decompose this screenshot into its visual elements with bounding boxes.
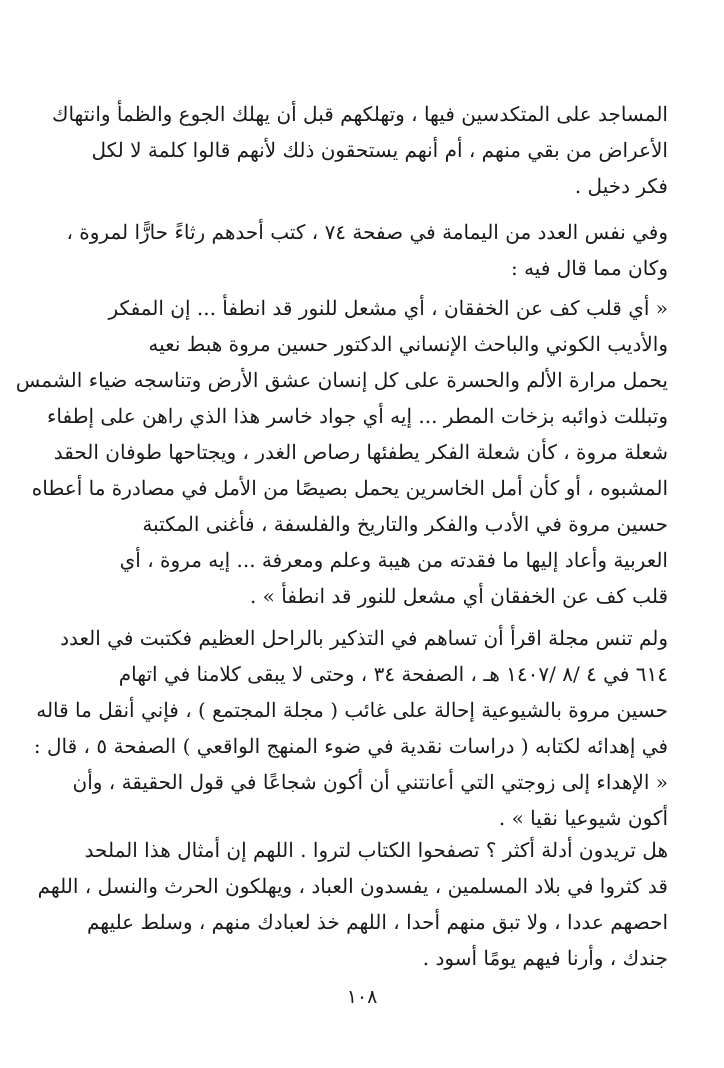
text-line: يحمل مرارة الألم والحسرة على كل إنسان عشق الأرض وتناسجه ضياء الشمس <box>15 368 668 392</box>
paragraph-2 <box>62 214 668 286</box>
text-line: « أي قلب كف عن الخفقان ، أي مشعل للنور قد انطفأ ... إن المفكر <box>108 296 668 320</box>
text-line: وكان مما قال فيه : <box>510 256 668 280</box>
text-line: في إهدائه لكتابه ( دراسات نقدية في ضوء المنهج الواقعي ) الصفحة ٥ ، قال : <box>33 734 668 758</box>
text-line: وتبللت ذوائبه بزخات المطر ... إيه أي جواد خاسر هذا الذي راهن على إطفاء <box>46 404 668 428</box>
text-line: العربية وأعاد إليها ما فقدته من هيبة وعلم ومعرفة ... إيه مروة ، أي <box>119 548 668 572</box>
text-line: حسين مروة في الأدب والفكر والتاريخ والفلسفة ، فأغنى المكتبة <box>142 512 668 536</box>
paragraph-5 <box>37 832 668 976</box>
text-line: الأعراض من بقي منهم ، أم أنهم يستحقون ذلك لأنهم قالوا كلمة لا لكل <box>91 138 668 162</box>
text-line: قلب كف عن الخفقان أي مشعل للنور قد انطفأ » . <box>249 584 668 608</box>
text-line: وفي نفس العدد من اليمامة في صفحة ٧٤ ، كتب أحدهم رثاءً حارًّا لمروة ، <box>66 220 668 244</box>
quoted-paragraph <box>15 290 668 614</box>
text-line: والأديب الكوني والباحث الإنساني الدكتور حسين مروة هبط نعيه <box>148 332 668 356</box>
text-line: شعلة مروة ، كأن شعلة الفكر يطفئها رصاص الغدر ، ويجتاحها طوفان الحقد <box>53 440 668 464</box>
text-line: « الإهداء إلى زوجتي التي أعانتني أن أكون شجاعًا في قول الحقيقة ، وأن <box>72 770 668 794</box>
text-line: احصهم عددا ، ولا تبق منهم أحدا ، اللهم خذ لعبادك منهم ، وسلط عليهم <box>87 910 668 934</box>
text-line: ٦١٤ في ٤ /٨ /١٤٠٧ هـ ، الصفحة ٣٤ ، وحتى لا يبقى كلامنا في اتهام <box>118 662 668 686</box>
text-line: هل تريدون أدلة أكثر ؟ تصفحوا الكتاب لتروا . اللهم إن أمثال هذا الملحد <box>84 838 668 862</box>
paragraph-1 <box>51 96 668 204</box>
page-number: ١٠٨ <box>346 986 378 1008</box>
text-line: ولم تنس مجلة اقرأ أن تساهم في التذكير بالراحل العظيم فكتبت في العدد <box>60 626 668 650</box>
text-line: فكر دخيل . <box>574 174 668 198</box>
text-line: حسين مروة بالشيوعية إحالة على غائب ( مجلة المجتمع ) ، فإني أنقل ما قاله <box>36 698 668 722</box>
text-line: المساجد على المتكدسين فيها ، وتهلكهم قبل أن يهلك الجوع والظمأ وانتهاك <box>51 102 668 126</box>
text-line: قد كثروا في بلاد المسلمين ، يفسدون العباد ، ويهلكون الحرث والنسل ، اللهم <box>37 874 668 898</box>
paragraph-4 <box>33 620 668 836</box>
text-line: جندك ، وأرنا فيهم يومًا أسود . <box>422 946 668 970</box>
text-line: المشبوه ، أو كأن أمل الخاسرين يحمل بصيصًا من الأمل في مصادرة ما أعطاه <box>31 476 668 500</box>
text-line: أكون شيوعيا نقيا » . <box>498 806 668 830</box>
